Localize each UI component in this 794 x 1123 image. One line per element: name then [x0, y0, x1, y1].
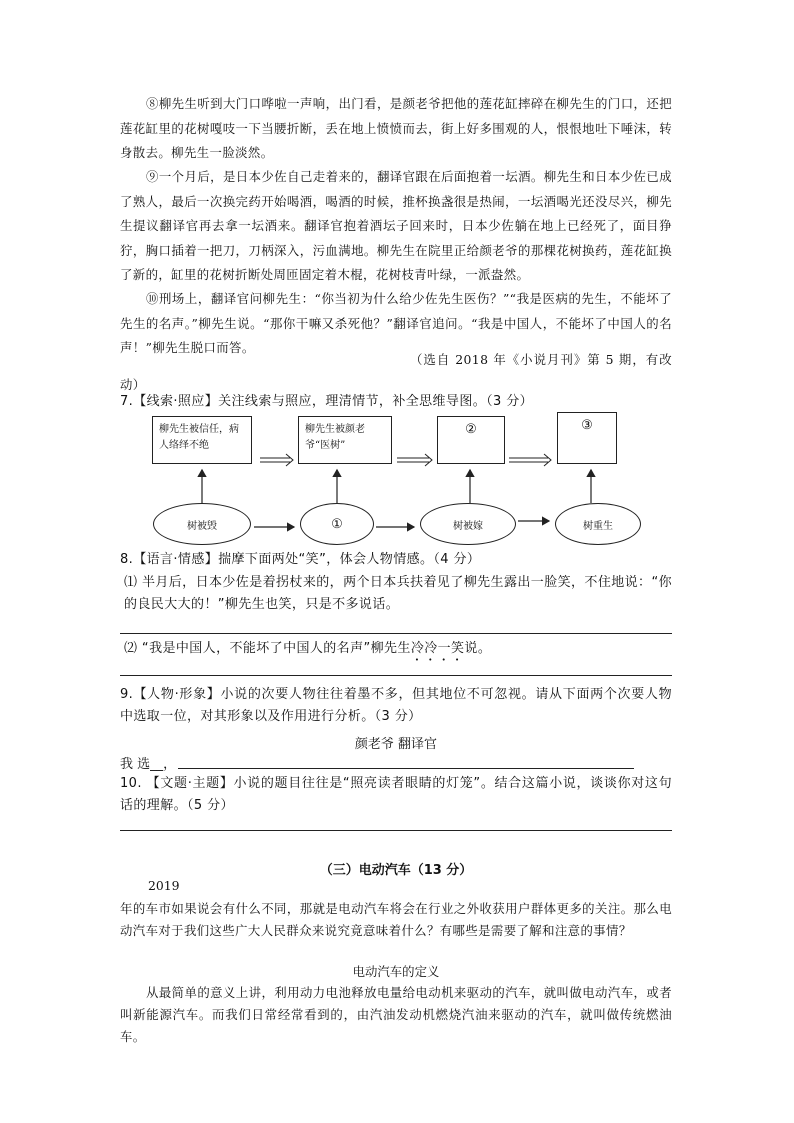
section-3-year: 2019 — [148, 878, 180, 893]
section-3-intro: 年的车市如果说会有什么不同，那就是电动汽车将会在行业之外收获用户群体更多的关注。那么电动汽车对于我们这些广大人民群众来说究竟意味着什么？有哪些是需要了解和注意的事情？ — [120, 901, 672, 938]
mindmap-ellipse-2: ① — [300, 503, 374, 545]
question-7-label: 7.【线索·照应】关注线索与照应，理清情节，补全思维导图。（3 分） — [120, 394, 534, 409]
story-paragraph-8: ⑧柳先生听到大门口哗啦一声响，出门看，是颜老爷把他的莲花缸摔碎在柳先生的门口，还把莲花缸里的花树嘎吱一下当腰折断，丢在地上愤愤而去，街上好多围观的人，恨恨地吐下唾沫，转身散去。柳先生一脸淡然。 — [120, 96, 672, 160]
story-source: （选自 2018 年《小说月刊》第 5 期，有改动） — [120, 352, 672, 392]
story-paragraph-10: ⑩刑场上，翻译官问柳先生：“你当初为什么给少佐先生医伤？”“我是医病的先生，不能坏了先生的名声。”柳先生说。“那你干嘛又杀死他？”翻译官追问。“我是中国人，不能坏了中国人的名声！”柳先生脱口而答。 — [120, 291, 672, 355]
double-arrow-3 — [509, 454, 551, 466]
double-arrow-2 — [397, 454, 432, 466]
question-8-label: 8.【语言·情感】揣摩下面两处“笑”，体会人物情感。（4 分） — [120, 552, 481, 567]
answer-line[interactable] — [120, 675, 672, 676]
emphasized-text: 冷冷一笑 — [410, 641, 465, 656]
answer-line[interactable] — [178, 768, 634, 769]
answer-line[interactable] — [120, 633, 672, 634]
answer-line[interactable] — [120, 830, 672, 831]
mindmap-box-1: 柳先生被信任，病人络绎不绝 — [152, 416, 252, 464]
mindmap-ellipse-1: 树被毁 — [153, 503, 251, 545]
section-3-subtitle: 电动汽车的定义 — [352, 964, 440, 979]
mindmap-box-3: ② — [437, 416, 505, 464]
mindmap-box-2: 柳先生被颜老爷“医树” — [298, 416, 392, 464]
double-arrow-1 — [260, 454, 293, 466]
question-9-label: 9.【人物·形象】小说的次要人物往往着墨不多，但其地位不可忽视。请从下面两个次要人物中选取一位，对其形象以及作用进行分析。（3 分） — [120, 687, 672, 724]
mindmap-ellipse-3: 树被嫁 — [420, 503, 516, 545]
question-9-choose[interactable]: 我 选__， — [120, 757, 177, 772]
question-10-label: 10. 【文题·主题】小说的题目往往是“照亮读者眼睛的灯笼”。结合这篇小说，谈谈你对这句话的理解。（5 分） — [120, 776, 672, 813]
story-paragraph-9: ⑨一个月后，是日本少佐自己走着来的，翻译官跟在后面抱着一坛酒。柳先生和日本少佐已成了熟人，最后一次换完药开始喝酒，喝酒的时候，推杯换盏很是热闹，一坛酒喝光还没尽兴，柳先生提议翻译官再去拿一坛酒来。翻译官抱着酒坛子回来时，日本少佐躺在地上已经死了，面目狰狞，胸口插着一把刀，刀柄深入，污血满地。柳先生在院里正给颜老爷的那棵花树换药，莲花缸换了新的，缸里的花树折断处周匝固定着木棍，花树枝青叶绿，一派盎然。 — [120, 169, 672, 282]
question-9-choices: 颜老爷 翻译官 — [354, 737, 438, 752]
question-8-item-2-end: 说。 — [464, 641, 492, 656]
section-3-title: （三）电动汽车（13 分） — [319, 863, 473, 878]
question-8-item-1: ⑴ 半月后，日本少佐是着拐杖来的，两个日本兵扶着见了柳先生露出一脸笑，不住地说：“你的良民大大的！”柳先生也笑，只是不多说话。 — [124, 575, 672, 612]
question-8-item-2-text: ⑵ “我是中国人，不能坏了中国人的名声”柳先生 — [124, 641, 411, 656]
mindmap-box-4: ③ — [557, 412, 617, 464]
mindmap-ellipse-4: 树重生 — [555, 503, 641, 545]
question-8-item-2 — [120, 639, 672, 664]
section-3-definition: 从最简单的意义上讲，利用动力电池释放电量给电动机来驱动的汽车，就叫做电动汽车，或者叫新能源汽车。而我们日常经常看到的，由汽油发动机燃烧汽油来驱动的汽车，就叫做传统燃油车。 — [120, 985, 672, 1044]
